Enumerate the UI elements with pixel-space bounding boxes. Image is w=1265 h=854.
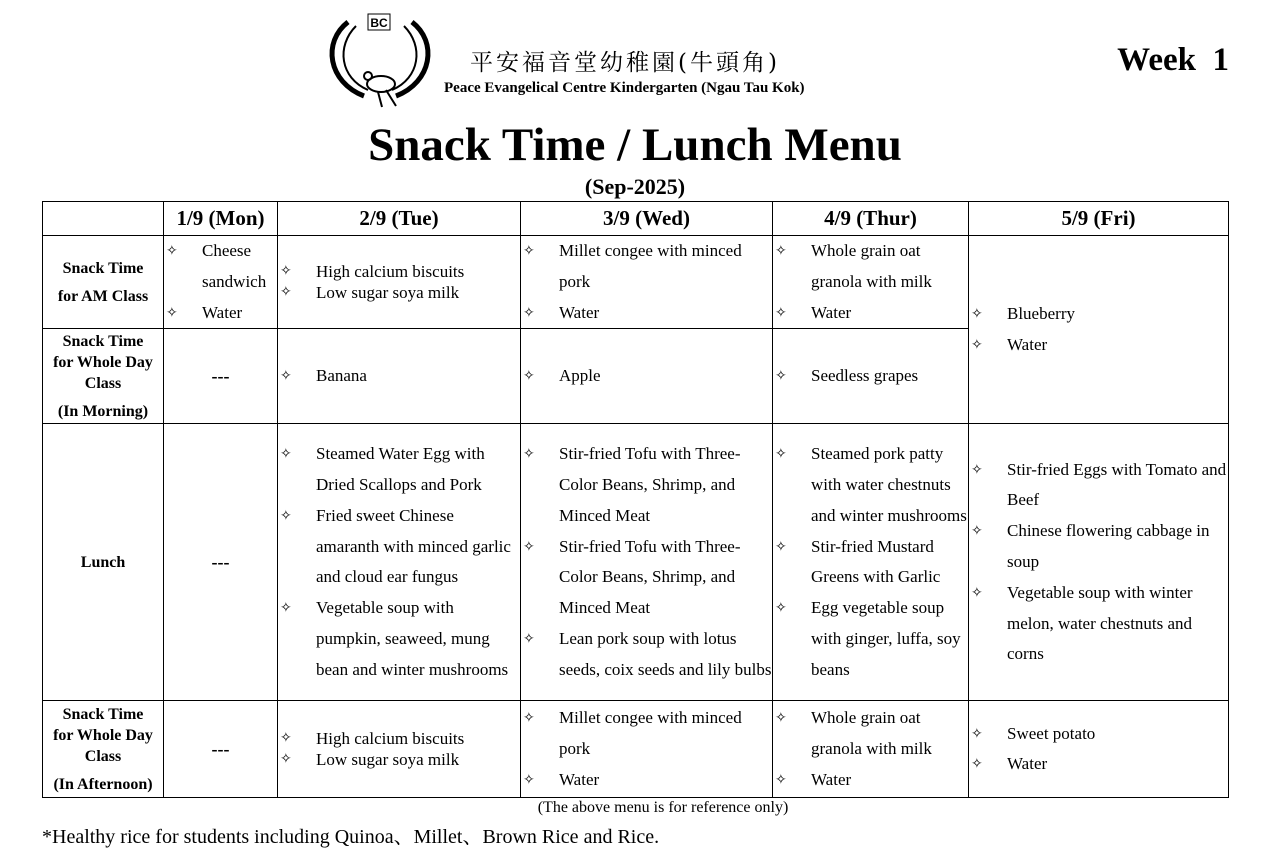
bullet-star-icon: ✧ (523, 538, 535, 555)
cell-morning-wed (521, 329, 773, 424)
menu-item (775, 361, 968, 392)
menu-item-text: Chinese flowering cabbage in soup (1007, 521, 1210, 571)
menu-item-text: Cheese sandwich (202, 241, 267, 291)
menu-item-list (773, 361, 968, 392)
bullet-star-icon: ✧ (523, 710, 535, 727)
healthy-rice-footnote: *Healthy rice for students including Quinoa、Millet、Brown Rice and Rice. (42, 826, 660, 848)
menu-item-list (969, 455, 1228, 671)
menu-item-text: Water (1007, 754, 1048, 774)
menu-item-text: Water (559, 302, 600, 322)
menu-item-list (773, 703, 968, 795)
bullet-star-icon: ✧ (971, 725, 983, 742)
menu-item-text: Steamed pork patty with water chestnuts and winter mushrooms (811, 444, 967, 525)
bullet-star-icon: ✧ (971, 336, 983, 353)
menu-item-list (521, 361, 772, 392)
menu-item (775, 593, 968, 685)
menu-item (280, 261, 520, 283)
logo-text: BC (370, 16, 388, 30)
table-row-lunch (43, 424, 1229, 701)
menu-item-text: Stir-fried Tofu with Three-Color Beans, Shrimp, and Minced Meat (559, 536, 741, 618)
bullet-star-icon: ✧ (775, 367, 787, 384)
header-day-wed: 3/9 (Wed) (521, 202, 773, 236)
cell-am-mon (164, 236, 278, 329)
menu-item (775, 439, 968, 531)
cell-am-tue (278, 236, 521, 329)
bullet-star-icon: ✧ (280, 507, 292, 524)
menu-item (971, 299, 1228, 330)
bullet-star-icon: ✧ (523, 304, 535, 321)
cell-afternoon-mon: --- (164, 701, 278, 798)
menu-item (523, 439, 772, 531)
bullet-star-icon: ✧ (280, 729, 292, 746)
menu-item-text: High calcium biscuits (316, 261, 465, 281)
bullet-star-icon: ✧ (280, 367, 292, 384)
menu-item-list (521, 439, 772, 685)
school-logo (326, 12, 434, 112)
bullet-star-icon: ✧ (775, 243, 787, 259)
cell-lunch-wed (521, 424, 773, 701)
menu-item (775, 532, 968, 594)
menu-item (971, 516, 1228, 578)
cell-fri-morning-combined (969, 236, 1229, 424)
row-label-line: for Whole Day (53, 726, 153, 744)
menu-item (166, 236, 277, 298)
school-name-chinese: 平安福音堂幼稚園(牛頭角) (470, 50, 780, 76)
bullet-star-icon: ✧ (280, 600, 292, 617)
menu-item (775, 236, 968, 298)
cell-lunch-fri (969, 424, 1229, 701)
menu-item-list (278, 361, 520, 392)
school-name-english: Peace Evangelical Centre Kindergarten (Ngau Tau Kok) (444, 80, 805, 96)
menu-item (971, 719, 1228, 750)
header-day-tue: 2/9 (Tue) (278, 202, 521, 236)
bullet-star-icon: ✧ (775, 446, 787, 463)
bullet-star-icon: ✧ (523, 243, 535, 259)
menu-item (280, 439, 520, 501)
menu-item-text: Low sugar soya milk (316, 750, 460, 770)
menu-item-text: High calcium biscuits (316, 728, 465, 748)
row-label-am-snack (43, 236, 164, 329)
menu-item-text: Whole grain oat granola with milk (811, 241, 932, 291)
row-label-lunch: Lunch (43, 424, 164, 701)
row-label-line: Snack Time (62, 332, 144, 350)
menu-item-text: Millet congee with minced pork (559, 241, 742, 291)
row-label-line: Class (84, 374, 122, 392)
week-label: Week 1 (1117, 42, 1229, 78)
menu-item-text: Water (1007, 334, 1048, 354)
menu-item (971, 578, 1228, 670)
cell-afternoon-tue (278, 701, 521, 798)
menu-item-text: Lean pork soup with lotus seeds, coix seeds and lily bulbs (559, 628, 772, 679)
bullet-star-icon: ✧ (523, 771, 535, 788)
menu-item-text: Steamed Water Egg with Dried Scallops and Pork (316, 444, 485, 494)
menu-item-text: Blueberry (1007, 303, 1075, 323)
bullet-star-icon: ✧ (971, 523, 983, 540)
row-label-line: for AM Class (57, 287, 149, 305)
cell-am-thu (773, 236, 969, 329)
menu-month: (Sep-2025) (584, 174, 686, 199)
bullet-star-icon: ✧ (523, 446, 535, 463)
bullet-star-icon: ✧ (775, 600, 787, 617)
cell-lunch-tue (278, 424, 521, 701)
menu-item-text: Water (202, 302, 243, 322)
menu-item (523, 532, 772, 624)
bullet-star-icon: ✧ (775, 538, 787, 555)
table-header-row (43, 202, 1229, 236)
menu-item (280, 593, 520, 685)
bullet-star-icon: ✧ (166, 304, 178, 321)
menu-item (280, 501, 520, 593)
bullet-star-icon: ✧ (280, 284, 292, 301)
menu-item-text: Millet congee with minced pork (559, 708, 742, 758)
menu-item (280, 749, 520, 771)
menu-item-text: Vegetable soup with winter melon, water chestnuts and corns (1007, 582, 1193, 664)
bullet-star-icon: ✧ (971, 461, 983, 478)
table-row-whole-day-afternoon (43, 701, 1229, 798)
menu-item-text: Banana (316, 365, 367, 385)
menu-item (971, 749, 1228, 780)
menu-item (166, 298, 277, 329)
menu-item-text: Stir-fried Eggs with Tomato and Beef (1007, 459, 1227, 510)
menu-item-list (278, 728, 520, 771)
menu-item-list (773, 439, 968, 685)
cell-morning-tue (278, 329, 521, 424)
table-row-am-snack (43, 236, 1229, 329)
menu-item-text: Sweet potato (1007, 723, 1096, 743)
menu-item-text: Apple (559, 365, 601, 385)
menu-table (42, 201, 1229, 798)
menu-item (523, 765, 772, 796)
cell-afternoon-wed (521, 701, 773, 798)
cell-lunch-mon: --- (164, 424, 278, 701)
row-label-line: for Whole Day (53, 353, 153, 371)
cell-lunch-thu (773, 424, 969, 701)
row-label-line: Snack Time (62, 259, 144, 277)
bullet-star-icon: ✧ (775, 710, 787, 727)
menu-item-text: Water (559, 769, 600, 789)
cell-am-wed (521, 236, 773, 329)
menu-item (971, 455, 1228, 517)
menu-item-text: Fried sweet Chinese amaranth with minced garlic and cloud ear fungus (316, 505, 511, 587)
menu-item (280, 282, 520, 304)
bullet-star-icon: ✧ (775, 771, 787, 788)
bullet-star-icon: ✧ (280, 446, 292, 463)
menu-item-list (969, 719, 1228, 781)
cell-afternoon-fri (969, 701, 1229, 798)
menu-item (280, 361, 520, 392)
cell-morning-mon: --- (164, 329, 278, 424)
menu-item-list (773, 236, 968, 328)
row-label-line: (In Morning) (57, 402, 149, 420)
cell-afternoon-thu (773, 701, 969, 798)
bullet-star-icon: ✧ (280, 751, 292, 768)
header-day-thu: 4/9 (Thur) (773, 202, 969, 236)
bullet-star-icon: ✧ (971, 756, 983, 773)
menu-item-text: Water (811, 302, 852, 322)
bullet-star-icon: ✧ (775, 304, 787, 321)
row-label-line: Class (84, 747, 122, 765)
bullet-star-icon: ✧ (523, 367, 535, 384)
menu-item-list (521, 703, 772, 795)
header-corner (43, 202, 164, 236)
menu-item (523, 703, 772, 765)
reference-note: (The above menu is for reference only) (537, 799, 789, 816)
menu-item (523, 298, 772, 329)
menu-item-text: Whole grain oat granola with milk (811, 708, 932, 758)
menu-item-list (521, 236, 772, 328)
menu-item-text: Stir-fried Tofu with Three-Color Beans, Shrimp, and Minced Meat (559, 444, 741, 525)
menu-item-list (969, 299, 1228, 361)
menu-item (775, 765, 968, 796)
header-day-mon: 1/9 (Mon) (164, 202, 278, 236)
header-day-fri: 5/9 (Fri) (969, 202, 1229, 236)
menu-item (775, 298, 968, 329)
menu-item (280, 728, 520, 750)
menu-item-text: Seedless grapes (811, 365, 919, 385)
row-label-whole-day-afternoon (43, 701, 164, 798)
bullet-star-icon: ✧ (971, 305, 983, 322)
page-title: Snack Time / Lunch Menu (368, 119, 902, 171)
menu-item (971, 330, 1228, 361)
menu-item (523, 236, 772, 298)
dove-wreath-logo-icon (326, 12, 434, 112)
cell-morning-thu (773, 329, 969, 424)
row-label-line: (In Afternoon) (53, 775, 153, 793)
menu-item (523, 361, 772, 392)
menu-item-text: Stir-fried Mustard Greens with Garlic (811, 536, 941, 587)
menu-item-list (278, 439, 520, 685)
bullet-star-icon: ✧ (280, 262, 292, 279)
menu-item-text: Egg vegetable soup with ginger, luffa, soy beans (811, 598, 961, 679)
row-label-line: Snack Time (62, 705, 144, 723)
bullet-star-icon: ✧ (523, 630, 535, 647)
bullet-star-icon: ✧ (166, 243, 178, 259)
menu-item-text: Vegetable soup with pumpkin, seaweed, mung bean and winter mushrooms (316, 598, 509, 679)
menu-item (775, 703, 968, 765)
menu-item-list (164, 236, 277, 328)
bullet-star-icon: ✧ (971, 584, 983, 601)
menu-item-list (278, 261, 520, 304)
menu-item (523, 624, 772, 686)
menu-item-text: Water (811, 769, 852, 789)
row-label-whole-day-morning (43, 329, 164, 424)
menu-item-text: Low sugar soya milk (316, 283, 460, 303)
